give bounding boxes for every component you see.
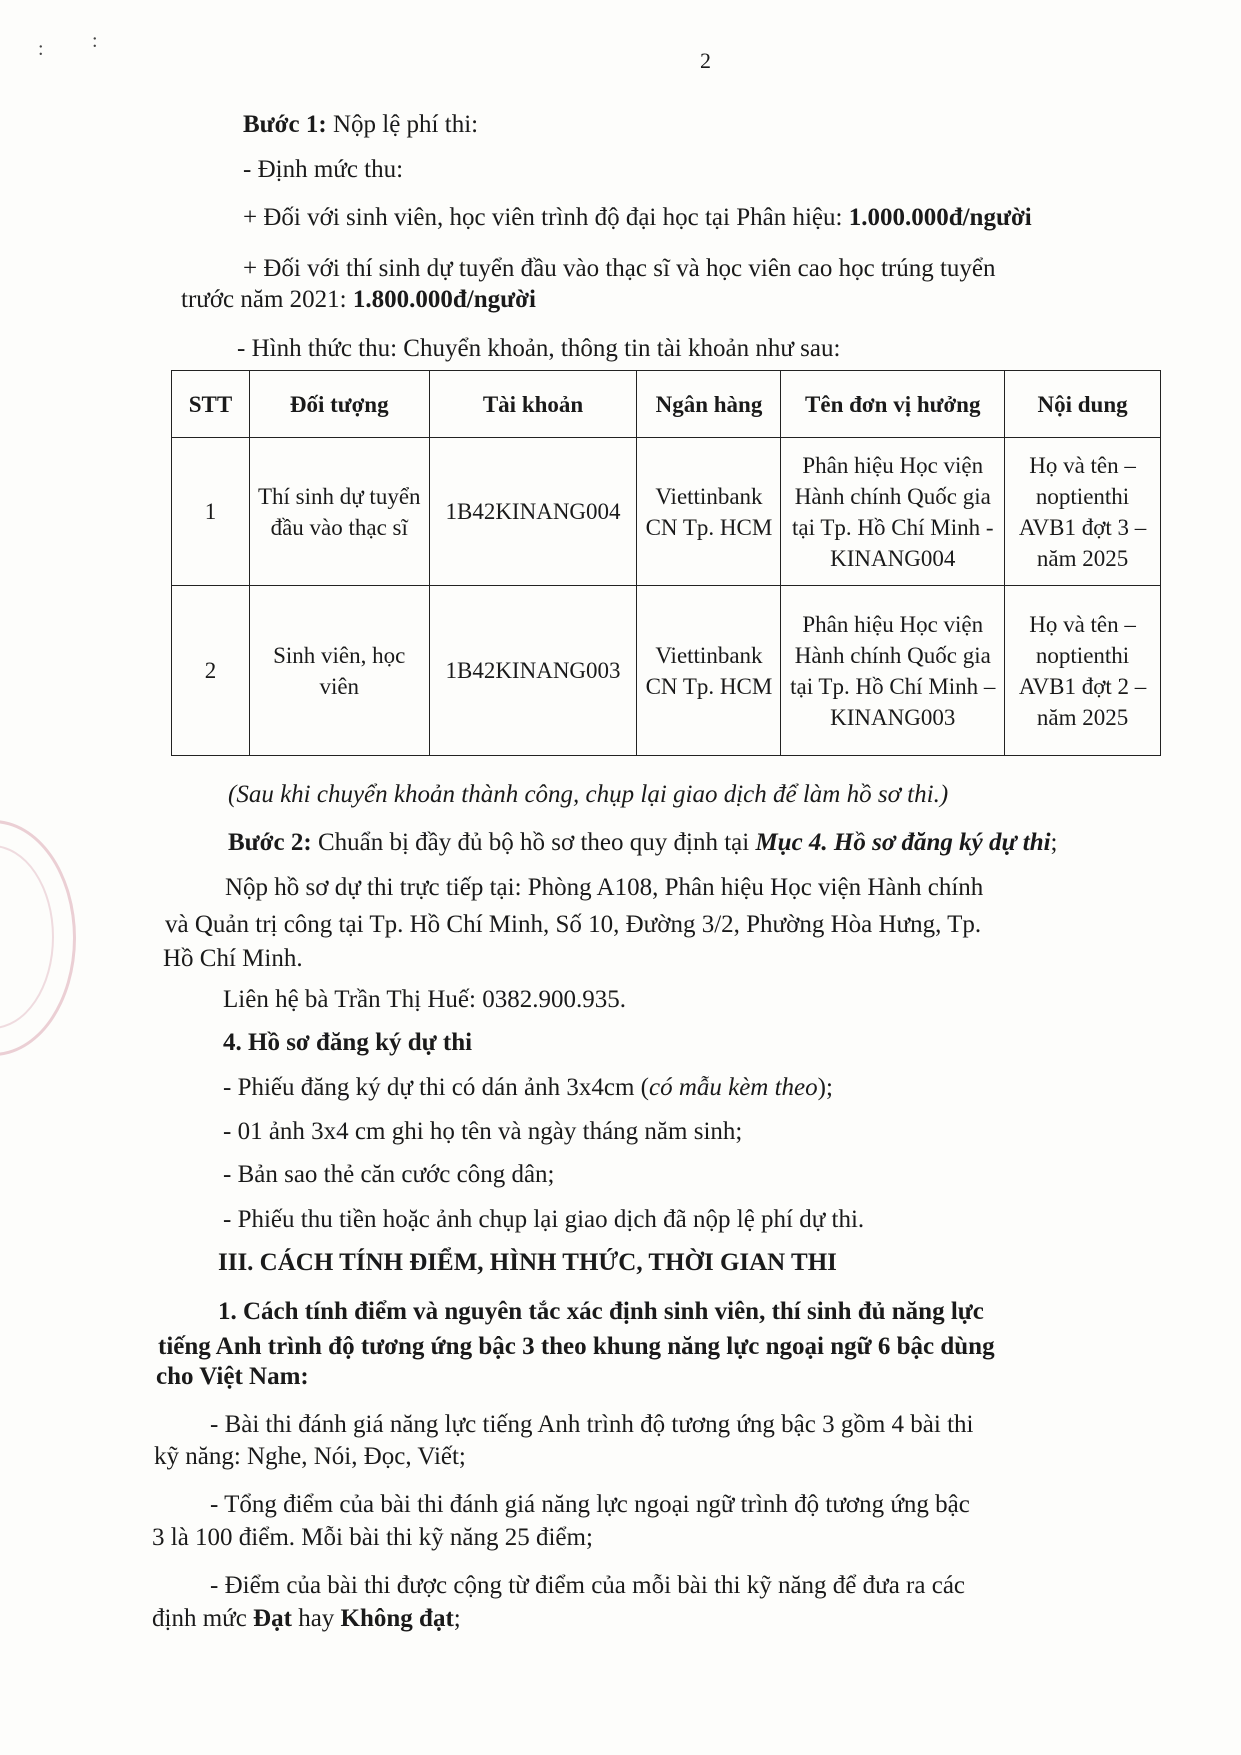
- masters-fee-amount: 1.800.000đ/người: [352, 286, 536, 313]
- item1-text: - Phiếu đăng ký dự thi có dán ảnh 3x4cm (: [223, 1074, 649, 1101]
- p3-end: ;: [453, 1605, 461, 1632]
- p3-pass: Đạt: [253, 1605, 292, 1632]
- p2-line2: 3 là 100 điểm. Mỗi bài thi kỹ năng 25 điểm;: [152, 1524, 593, 1551]
- section4-item2: - 01 ảnh 3x4 cm ghi họ tên và ngày tháng năm sinh;: [223, 1118, 743, 1145]
- step2-text: Chuẩn bị đầy đủ bộ hồ sơ theo quy định tại: [311, 829, 756, 856]
- sub1-line2: tiếng Anh trình độ tương ứng bậc 3 theo khung năng lực ngoại ngữ 6 bậc dùng: [158, 1333, 995, 1360]
- page-number: 2: [700, 48, 711, 73]
- header-beneficiary: Tên đơn vị hưởng: [781, 371, 1005, 438]
- p3-fail: Không đạt: [340, 1605, 454, 1632]
- item1-italic: có mẫu kèm theo: [648, 1074, 818, 1101]
- contact-line: Liên hệ bà Trần Thị Huế: 0382.900.935.: [223, 986, 626, 1013]
- p1-line1: - Bài thi đánh giá năng lực tiếng Anh trình độ tương ứng bậc 3 gồm 4 bài thi: [210, 1411, 974, 1438]
- cell-subject: Sinh viên, học viên: [249, 586, 429, 756]
- step1-line: [243, 110, 478, 140]
- header-bank: Ngân hàng: [637, 371, 781, 438]
- header-subject: Đối tượng: [249, 371, 429, 438]
- cell-subject: Thí sinh dự tuyển đầu vào thạc sĩ: [249, 438, 429, 586]
- step1-text: Nộp lệ phí thi:: [326, 111, 479, 138]
- step2-ref: Mục 4. Hồ sơ đăng ký dự thi: [755, 829, 1051, 856]
- p1-line2: kỹ năng: Nghe, Nói, Đọc, Viết;: [154, 1443, 466, 1470]
- masters-fee-line1: + Đối với thí sinh dự tuyển đầu vào thạc sĩ và học viên cao học trúng tuyển: [243, 255, 996, 282]
- cell-beneficiary: Phân hiệu Học viện Hành chính Quốc gia tại Tp. Hồ Chí Minh -KINANG004: [781, 438, 1005, 586]
- bank-account-table: [171, 370, 1161, 756]
- cell-account: 1B42KINANG004: [429, 438, 637, 586]
- header-account: Tài khoản: [429, 371, 637, 438]
- quota-heading: - Định mức thu:: [243, 156, 404, 183]
- student-fee-amount: 1.000.000đ/người: [848, 204, 1032, 231]
- cell-stt: 2: [172, 586, 250, 756]
- submit-line1: Nộp hồ sơ dự thi trực tiếp tại: Phòng A108, Phân hiệu Học viện Hành chính: [225, 874, 984, 901]
- section4-item1: [223, 1073, 833, 1103]
- cell-content: Họ và tên – noptienthi AVB1 đợt 3 – năm 2025: [1005, 438, 1161, 586]
- sub1-line3: cho Việt Nam:: [156, 1363, 309, 1390]
- payment-method: - Hình thức thu: Chuyển khoản, thông tin tài khoản như sau:: [237, 335, 841, 362]
- submit-line2: và Quản trị công tại Tp. Hồ Chí Minh, Số 10, Đường 3/2, Phường Hòa Hưng, Tp.: [165, 911, 982, 938]
- cell-bank: Viettinbank CN Tp. HCM: [637, 438, 781, 586]
- p3-line1: - Điểm của bài thi được cộng từ điểm của mỗi bài thi kỹ năng để đưa ra các: [210, 1572, 966, 1599]
- section4-item3: - Bản sao thẻ căn cước công dân;: [223, 1161, 555, 1188]
- masters-fee-line2: [181, 285, 536, 315]
- header-stt: STT: [172, 371, 250, 438]
- transfer-note: (Sau khi chuyển khoản thành công, chụp lại giao dịch để làm hồ sơ thi.): [228, 781, 949, 808]
- table-row: [172, 586, 1161, 756]
- p2-line1: - Tổng điểm của bài thi đánh giá năng lực ngoại ngữ trình độ tương ứng bậc: [210, 1491, 970, 1518]
- scan-mark: :: [38, 38, 44, 60]
- cell-account: 1B42KINANG003: [429, 586, 637, 756]
- masters-fee-text: trước năm 2021:: [181, 286, 353, 313]
- student-fee-line: [243, 203, 1032, 233]
- table-row: [172, 438, 1161, 586]
- step2-label: Bước 2:: [228, 829, 312, 856]
- student-fee-text: + Đối với sinh viên, học viên trình độ đại học tại Phân hiệu:: [243, 204, 849, 231]
- p3-text: định mức: [152, 1605, 254, 1632]
- step2-ref-end: ;: [1050, 829, 1058, 856]
- table-header-row: [172, 371, 1161, 438]
- p3-line2: [152, 1604, 461, 1634]
- scan-mark: :: [92, 30, 98, 52]
- submit-line3: Hồ Chí Minh.: [163, 945, 303, 972]
- cell-bank: Viettinbank CN Tp. HCM: [637, 586, 781, 756]
- cell-content: Họ và tên – noptienthi AVB1 đợt 2 – năm 2025: [1005, 586, 1161, 756]
- item1-end: );: [817, 1074, 833, 1101]
- step2-line: [228, 828, 1058, 858]
- p3-mid: hay: [291, 1605, 341, 1632]
- cell-beneficiary: Phân hiệu Học viện Hành chính Quốc gia tại Tp. Hồ Chí Minh – KINANG003: [781, 586, 1005, 756]
- section4-item4: - Phiếu thu tiền hoặc ảnh chụp lại giao dịch đã nộp lệ phí dự thi.: [223, 1206, 865, 1233]
- header-content: Nội dung: [1005, 371, 1161, 438]
- sub1-line1: 1. Cách tính điểm và nguyên tắc xác định sinh viên, thí sinh đủ năng lực: [218, 1298, 984, 1325]
- section3-heading: III. CÁCH TÍNH ĐIỂM, HÌNH THỨC, THỜI GIAN THI: [218, 1249, 837, 1276]
- section4-heading: 4. Hồ sơ đăng ký dự thi: [223, 1029, 473, 1056]
- cell-stt: 1: [172, 438, 250, 586]
- step1-label: Bước 1:: [243, 111, 327, 138]
